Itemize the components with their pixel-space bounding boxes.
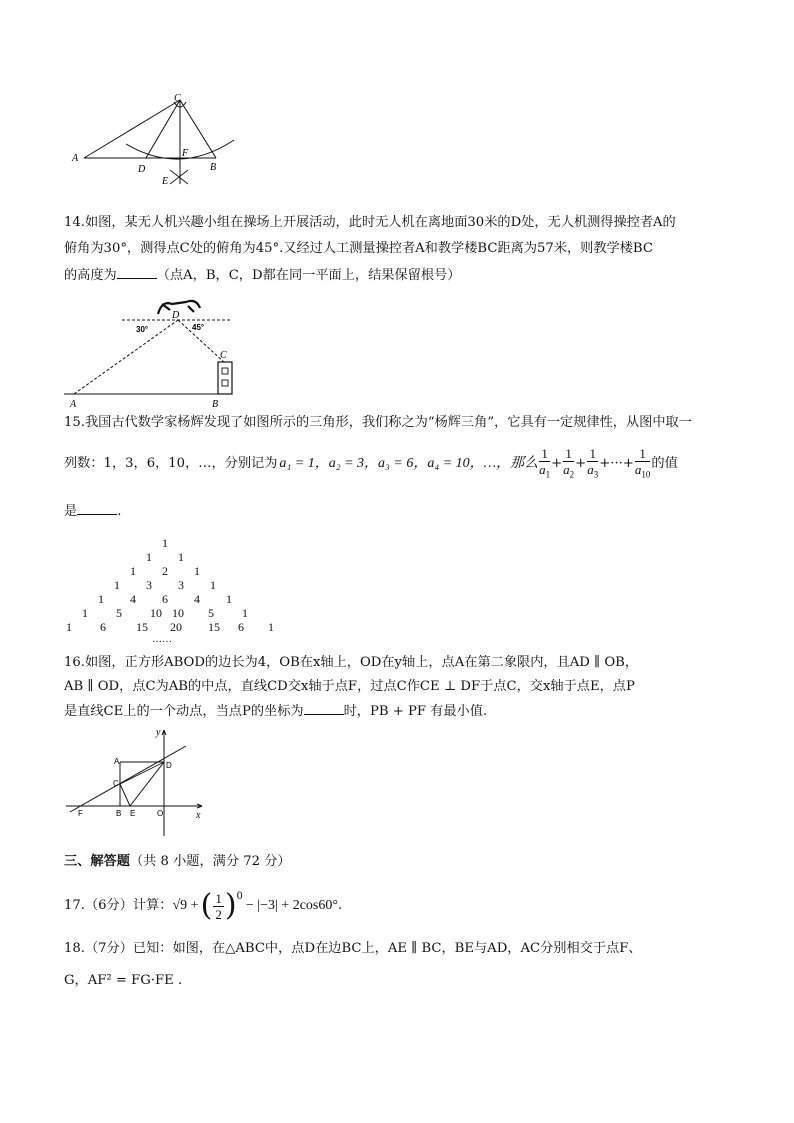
yh-cell: 15 (208, 620, 220, 634)
q16-line2: AB ∥ OD，点C为AB的中点，直线CD交x轴于点F，过点C作CE ⊥ DF于点C，交x轴于点E，点P (64, 679, 635, 694)
q14-line1: 14.如图，某无人机兴趣小组在操场上开展活动，此时无人机在离地面30米的D处，无人机测得操控者A的 (64, 215, 676, 230)
q17-end: . (337, 898, 343, 913)
yh-cell: 5 (208, 606, 214, 620)
fig16-label-a: A (114, 757, 120, 766)
q15-line3 (64, 502, 121, 521)
q15-sequence: a₁ = 1，a₂ = 3，a₃ = 6，a₄ = 10，…，那么 (279, 456, 539, 471)
q15-frac-2-num: 1 (563, 446, 574, 462)
yh-cell: 1 (162, 536, 168, 550)
q16-line3-pre: 是直线CE上的一个动点，当点P的坐标为 (64, 704, 304, 719)
q16-line3 (64, 702, 487, 721)
q15-answer-blank (77, 502, 117, 515)
fig14-label-c: C (220, 350, 227, 361)
q15-line3-post: . (117, 504, 122, 519)
yh-cell: 1 (98, 592, 104, 606)
q16-line1: 16.如图，正方形ABOD的边长为4，OB在x轴上，OD在y轴上，点A在第二象限内，且AD ∥ OB， (64, 655, 639, 670)
yh-cell: 1 (178, 550, 184, 564)
fig16-label-e: E (130, 809, 136, 818)
yh-cell: 20 (170, 620, 182, 634)
q17-label: 17.（6分）计算： (64, 898, 173, 913)
q14-line3-pre: 的高度为 (64, 268, 117, 283)
q15-frac-1-num: 1 (539, 446, 550, 462)
fig13-label-b: B (210, 162, 217, 173)
q18-line2: G，AF² = FG·FE . (64, 973, 183, 988)
yh-cell: 1 (114, 578, 120, 592)
q15-dots: +···+ (599, 456, 634, 471)
yh-cell: 1 (194, 564, 200, 578)
q17-half (213, 891, 224, 922)
q16-line3-post: 时，PB + PF 有最小值. (343, 704, 488, 719)
q14-line2: 俯角为30°，测得点C处的俯角为45°.又经过人工测量操控者A和教学楼BC距离为57米，则教学楼BC (64, 241, 653, 256)
yh-cell: 5 (116, 606, 122, 620)
q15-frac-3-den: $a_3$ (587, 461, 599, 480)
q17-rparen: ) (224, 888, 237, 923)
yh-cell: 1 (268, 620, 274, 634)
yh-ellipsis: …… (152, 634, 172, 645)
fig13-label-a: A (72, 153, 79, 164)
fig16-label-f: F (78, 809, 83, 818)
fig14-label-b: B (212, 399, 219, 410)
yh-cell: 3 (178, 578, 184, 592)
yh-cell: 6 (100, 620, 106, 634)
fig13-label-e: E (162, 176, 169, 187)
q15-line2-pre: 列数：1，3，6，10，…，分别记为 (64, 456, 278, 471)
yh-cell: 1 (146, 550, 152, 564)
yh-cell: 4 (194, 592, 200, 606)
fig16-label-b: B (116, 809, 122, 818)
section3-heading (64, 852, 291, 871)
q16-answer-blank (304, 702, 344, 715)
q17-exponent: 0 (236, 891, 243, 902)
yh-cell: 3 (146, 578, 152, 592)
section3-note: （共 8 小题，满分 72 分） (129, 854, 291, 869)
q17-half-num: 1 (215, 890, 222, 906)
yh-cell: 1 (130, 564, 136, 578)
yanghui-triangle (60, 536, 290, 646)
fig16-label-y: y (156, 727, 161, 738)
q15-frac-10-num: 1 (635, 446, 651, 462)
fig13-label-d: D (138, 164, 146, 175)
q15-frac-10 (635, 446, 651, 483)
yh-cell: 1 (210, 578, 216, 592)
q15-frac-10-den: $a_{10}$ (634, 461, 651, 480)
q15-frac-1 (539, 446, 550, 483)
fig16-label-x: x (196, 810, 201, 821)
yh-cell: 6 (238, 620, 244, 634)
figure-q16 (62, 726, 212, 842)
fig16-label-c: C (113, 779, 119, 788)
q15-frac-3 (587, 446, 598, 483)
fig16-label-d: D (166, 761, 172, 770)
fig14-angle-45: 45° (192, 323, 205, 332)
q14-answer-blank (117, 266, 157, 279)
yh-cell: 1 (66, 620, 72, 634)
q15-line1: 15.我国古代数学家杨辉发现了如图所示的三角形，我们称之为“杨辉三角”，它具有一定规律性，从图中取一 (64, 415, 692, 430)
q15-line2 (64, 446, 678, 482)
q17-half-den: 2 (215, 906, 222, 922)
yh-cell: 4 (130, 592, 136, 606)
q15-line3-pre: 是 (64, 504, 78, 519)
fig14-label-d: D (172, 310, 180, 321)
fig14-angle-30: 30° (136, 325, 149, 334)
figure-q13 (70, 92, 250, 192)
fig14-label-a: A (70, 399, 77, 410)
q17-lparen: ( (200, 888, 213, 923)
q17-rest: − |−3| + 2cos60° (245, 898, 338, 913)
q15-plus-2: + (575, 456, 587, 471)
q15-frac-2 (563, 446, 574, 483)
q17-sqrt: √9 + (172, 898, 199, 913)
yh-cell: 1 (226, 592, 232, 606)
fig16-label-o: O (157, 809, 164, 818)
fig13-label-c: C (174, 93, 181, 104)
q15-line2-post: 的值 (651, 456, 678, 471)
fig13-label-f: F (182, 148, 189, 159)
q15-frac-1-den: $a_1$ (539, 461, 551, 480)
q15-frac-3-num: 1 (587, 446, 598, 462)
yh-cell: 1 (242, 606, 248, 620)
yh-cell: 1 (82, 606, 88, 620)
q15-frac-2-den: $a_2$ (563, 461, 575, 480)
q15-plus-1: + (551, 456, 563, 471)
q14-line3-post: （点A，B，C，D都在同一平面上，结果保留根号） (156, 268, 461, 283)
q14-line3 (64, 266, 460, 285)
q18-line1: 18.（7分）已知：如图，在△ABC中，点D在边BC上，AE ∥ BC，BE与AD，AC分别相交于点F、 (64, 941, 642, 956)
yh-cell: 15 (136, 620, 148, 634)
figure-q14 (62, 292, 242, 410)
yh-cell: 6 (162, 592, 168, 606)
yh-cell: 10 (172, 606, 184, 620)
yh-cell: 10 (150, 606, 162, 620)
q17-line (64, 886, 342, 926)
section3-title: 三、解答题 (64, 853, 130, 868)
yh-cell: 2 (162, 564, 168, 578)
